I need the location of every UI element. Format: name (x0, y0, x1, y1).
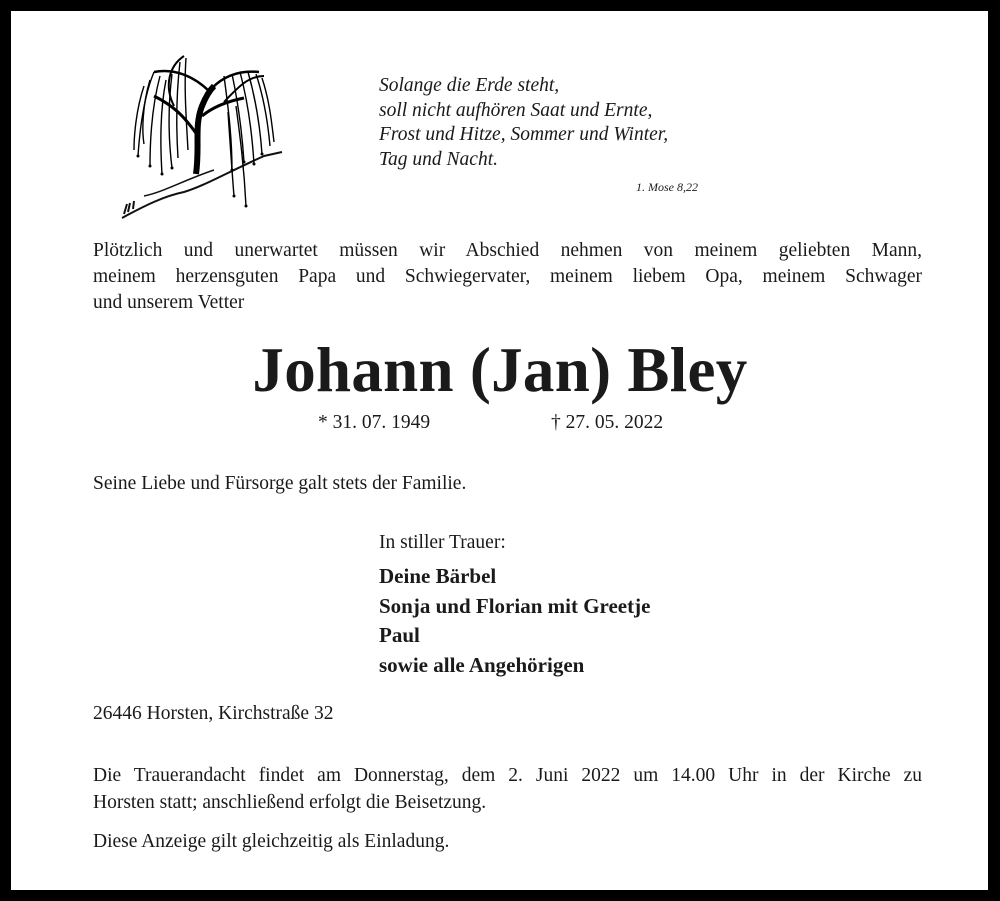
verse-reference: 1. Mose 8,22 (636, 180, 698, 194)
service-paragraph (93, 762, 922, 816)
death-date: † 27. 05. 2022 (551, 412, 664, 433)
verse-line: Tag und Nacht. (379, 148, 499, 170)
intro-line: meinem herzensguten Papa und Schwiegervater, meinem liebem Opa, meinem Schwager (93, 266, 922, 287)
address: 26446 Horsten, Kirchstraße 32 (93, 703, 334, 724)
mourner-name: Deine Bärbel (379, 564, 497, 588)
intro-line: und unserem Vetter (93, 292, 245, 313)
intro-paragraph (93, 238, 922, 316)
motto-text: Seine Liebe und Fürsorge galt stets der Familie. (93, 473, 467, 494)
bible-verse (379, 74, 668, 172)
verse-line: Solange die Erde steht, (379, 75, 560, 96)
birth-date: * 31. 07. 1949 (318, 412, 431, 433)
deceased-name: Johann (Jan) Bley (252, 335, 748, 405)
mourner-name: Sonja und Florian mit Greetje (379, 593, 651, 618)
service-line: Die Trauerandacht findet am Donnerstag, dem 2. Juni 2022 um 14.00 Uhr in der Kirche zu (93, 765, 922, 786)
service-line: Horsten statt; anschließend erfolgt die Beisetzung. (93, 792, 487, 813)
mourner-name: sowie alle Angehörigen (379, 652, 585, 677)
mourner-name: Paul (379, 623, 420, 647)
weeping-willow-icon (114, 46, 284, 222)
mourners-list (379, 562, 650, 680)
invitation-note: Diese Anzeige gilt gleichzeitig als Einladung. (93, 831, 450, 852)
intro-line: Plötzlich und unerwartet müssen wir Abschied nehmen von meinem geliebten Mann, (93, 240, 922, 261)
mourning-heading: In stiller Trauer: (379, 532, 506, 553)
verse-line: soll nicht aufhören Saat und Ernte, (379, 99, 653, 121)
verse-line: Frost und Hitze, Sommer und Winter, (379, 124, 669, 146)
